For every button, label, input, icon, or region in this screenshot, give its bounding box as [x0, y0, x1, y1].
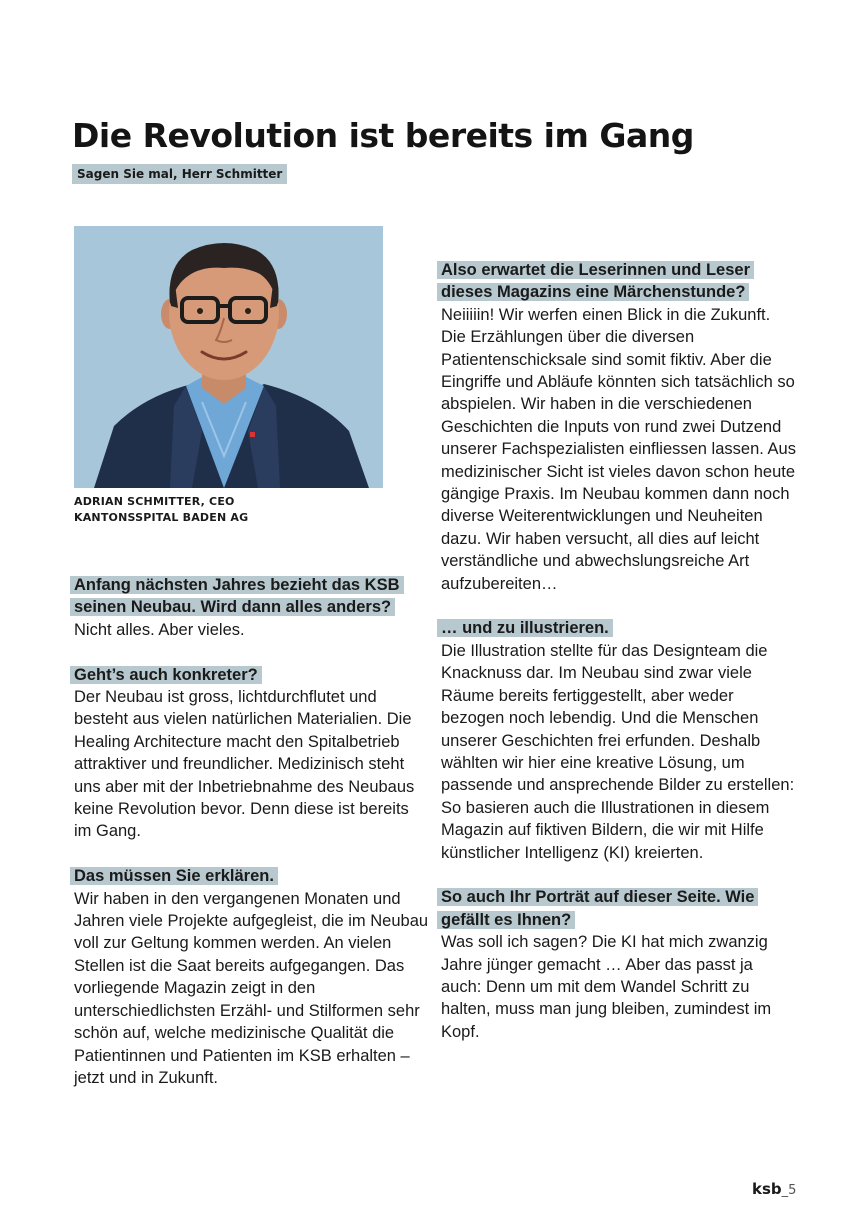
qa-block — [441, 259, 796, 595]
qa-block — [74, 664, 429, 843]
answer: Der Neubau ist gross, lichtdurchflutet und besteht aus vielen natürlichen Materialien. Die Healing Architecture macht den Spitalbetrieb attraktiver und freundlicher. Medizinisch steht uns aber mit der Inbetriebnahme des Neubaus keine Revolution bevor. Denn diese ist bereits im Gang. — [74, 688, 415, 841]
answer: Die Illustration stellte für das Designteam die Knacknuss dar. Im Neubau sind zwar viele Räume bereits fertiggestellt, aber weder bezogen noch lebendig. Und die Menschen unserer Geschichten frei erfunden. Deshalb wählten wir hier eine kreative Lösung, um passende und ansprechende Bilder zu erstellen: So basieren auch die Illustrationen in diesem Magazin auf fiktiven Bildern, die wir mit Hilfe künstlicher Intelligenz (KI) kreierten. — [441, 641, 795, 862]
answer: Neiiiiin! Wir werfen einen Blick in die Zukunft. Die Erzählungen über die diversen Patientenschicksale sind somit fiktiv. Aber die Eingriffe und Abläufe könnten sich tatsächlich so abspielen. Wir haben in die verschiedenen Geschichten die Inputs von rund zwei Dutzend unserer Fachspezialisten einfliessen lassen. Aus medizinischer Sicht ist vieles davon schon heute gängige Praxis. Im Neubau kommen dann noch diverse Weiterentwicklungen und Neuheiten dazu. Wir haben versucht, all dies auf leicht verständliche und abwechslungsreiche Art aufzubereiten… — [441, 305, 796, 593]
page-footer: ksb_5 — [752, 1180, 797, 1198]
portrait-caption — [74, 494, 248, 526]
question: Geht’s auch konkreter? — [70, 666, 262, 684]
answer: Wir haben in den vergangenen Monaten und Jahren viele Projekte aufgegleist, die im Neubau voll zur Geltung kommen werden. An vielen Stellen ist die Saat bereits aufgegangen. Das vorliegende Magazin zeigt in den unterschiedlichsten Erzähl- und Stilformen sehr schön auf, welche medizinische Qualität die Patientinnen und Patienten im KSB erhalten – jetzt und in Zukunft. — [74, 889, 429, 1087]
question: … und zu illustrieren. — [437, 619, 613, 637]
ksb-logo: ksb — [752, 1180, 782, 1198]
portrait-illustration — [74, 226, 383, 488]
question: So auch Ihr Porträt auf dieser Seite. Wie gefällt es Ihnen? — [437, 888, 758, 928]
answer: Was soll ich sagen? Die KI hat mich zwanzig Jahre jünger gemacht … Aber das passt ja auch: Denn um mit dem Wandel Schritt zu halten, muss man jung bleiben, zumindest im Kopf. — [441, 933, 772, 1041]
caption-name: ADRIAN SCHMITTER, CEO — [74, 495, 235, 508]
question: Das müssen Sie erklären. — [70, 867, 278, 885]
interview-column-left — [74, 574, 429, 1112]
answer: Nicht alles. Aber vieles. — [74, 620, 245, 639]
qa-block — [441, 886, 796, 1043]
page-title: Die Revolution ist bereits im Gang — [72, 116, 694, 155]
interview-column-right — [441, 259, 796, 1066]
portrait-image — [74, 226, 383, 488]
question: Anfang nächsten Jahres bezieht das KSB seinen Neubau. Wird dann alles anders? — [70, 576, 404, 616]
question: Also erwartet die Leserinnen und Leser dieses Magazins eine Märchenstunde? — [437, 261, 754, 301]
page-number: 5 — [788, 1183, 797, 1198]
qa-block — [441, 617, 796, 863]
qa-block — [74, 574, 429, 641]
interview-kicker: Sagen Sie mal, Herr Schmitter — [72, 164, 287, 184]
caption-organisation: KANTONSSPITAL BADEN AG — [74, 511, 249, 524]
qa-block — [74, 865, 429, 1089]
